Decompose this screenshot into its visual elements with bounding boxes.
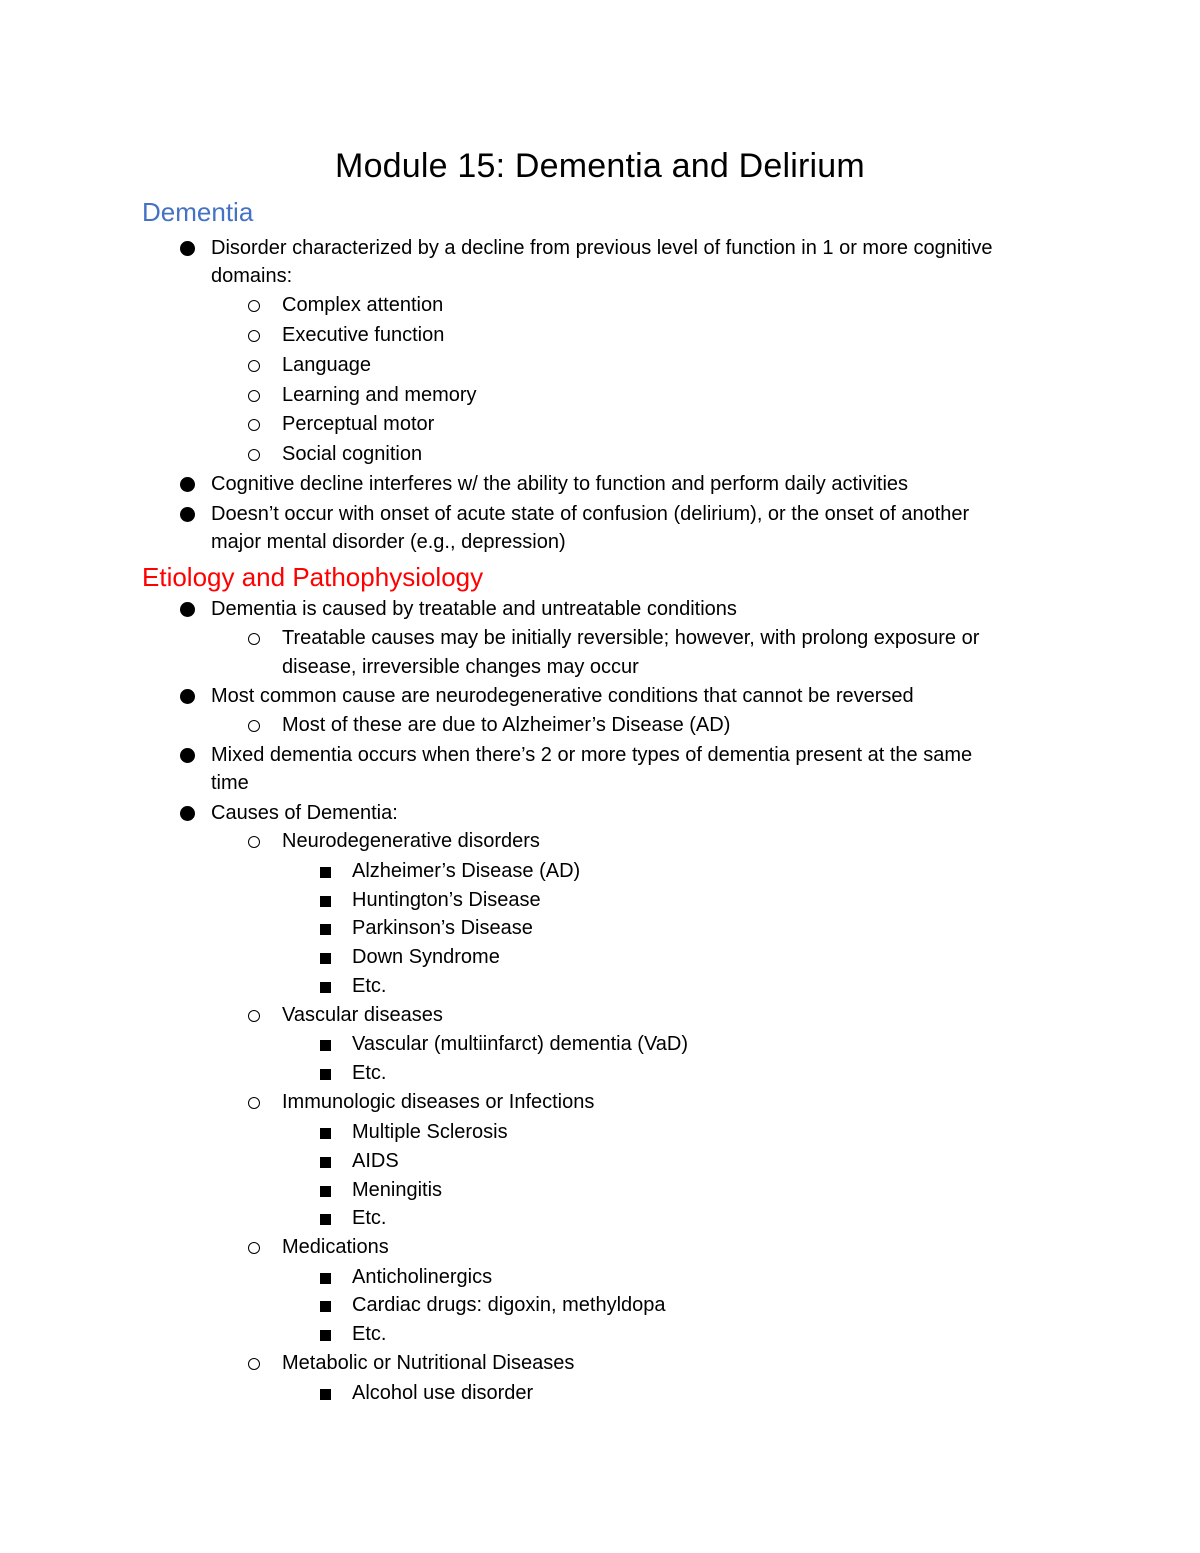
list-item-text: Vascular (multiinfarct) dementia (VaD) [352, 1033, 689, 1055]
list-item-text: Neurodegenerative disorders [282, 830, 540, 852]
list-item-text: Learning and memory [282, 384, 477, 406]
list-item-text: Alcohol use disorder [352, 1382, 534, 1404]
bullet-dot-icon [180, 602, 195, 617]
list-item-text: Etc. [352, 975, 387, 997]
list-item-text: Cognitive decline interferes w/ the ability to function and perform daily activities [211, 473, 909, 495]
list-item-text: Executive function [282, 324, 445, 346]
bullet-square-icon [320, 982, 331, 993]
bullet-dot-icon [180, 241, 195, 256]
bullet-circle-icon [248, 1358, 260, 1370]
section-heading: Dementia [142, 197, 254, 227]
list-item-text: Medications [282, 1236, 389, 1258]
bullet-dot-icon [180, 748, 195, 763]
list-item-text: Huntington’s Disease [352, 889, 541, 911]
bullet-dot-icon [180, 507, 195, 522]
bullet-circle-icon [248, 633, 260, 645]
bullet-square-icon [320, 867, 331, 878]
list-item-text: Disorder characterized by a decline from previous level of function in 1 or more cognitive [211, 237, 993, 259]
list-item-text: Doesn’t occur with onset of acute state of confusion (delirium), or the onset of another [211, 503, 970, 525]
list-item-text: Language [282, 354, 371, 376]
bullet-square-icon [320, 1157, 331, 1168]
list-item-text: Etc. [352, 1207, 387, 1229]
section-heading: Etiology and Pathophysiology [142, 562, 484, 592]
bullet-circle-icon [248, 330, 260, 342]
list-item-text: Causes of Dementia: [211, 802, 398, 824]
bullet-dot-icon [180, 477, 195, 492]
bullet-square-icon [320, 1040, 331, 1051]
bullet-circle-icon [248, 390, 260, 402]
bullet-circle-icon [248, 360, 260, 372]
list-item-text: Most of these are due to Alzheimer’s Disease (AD) [282, 714, 731, 736]
list-item-text: domains: [211, 265, 293, 287]
bullet-circle-icon [248, 300, 260, 312]
list-item-text: disease, irreversible changes may occur [282, 656, 639, 678]
list-item-text: AIDS [352, 1150, 399, 1172]
bullet-square-icon [320, 953, 331, 964]
list-item-text: Social cognition [282, 443, 423, 465]
bullet-circle-icon [248, 449, 260, 461]
list-item-text: Most common cause are neurodegenerative conditions that cannot be reversed [211, 685, 914, 707]
bullet-circle-icon [248, 836, 260, 848]
bullet-square-icon [320, 1069, 331, 1080]
list-item-text: Treatable causes may be initially reversible; however, with prolong exposure or [282, 627, 980, 649]
bullet-square-icon [320, 1214, 331, 1225]
bullet-circle-icon [248, 1010, 260, 1022]
list-item-text: Parkinson’s Disease [352, 917, 533, 939]
list-item-text: major mental disorder (e.g., depression) [211, 531, 566, 553]
list-item-text: time [211, 772, 249, 794]
bullet-circle-icon [248, 419, 260, 431]
list-item-text: Immunologic diseases or Infections [282, 1091, 595, 1113]
list-item-text: Metabolic or Nutritional Diseases [282, 1352, 575, 1374]
bullet-circle-icon [248, 1097, 260, 1109]
bullet-circle-icon [248, 1242, 260, 1254]
bullet-square-icon [320, 1301, 331, 1312]
list-item-text: Complex attention [282, 294, 444, 316]
list-item-text: Alzheimer’s Disease (AD) [352, 860, 581, 882]
bullet-square-icon [320, 1389, 331, 1400]
list-item-text: Perceptual motor [282, 413, 435, 435]
bullet-square-icon [320, 896, 331, 907]
list-item-text: Mixed dementia occurs when there’s 2 or more types of dementia present at the same [211, 744, 973, 766]
bullet-square-icon [320, 1186, 331, 1197]
list-item-text: Etc. [352, 1323, 387, 1345]
bullet-dot-icon [180, 689, 195, 704]
page-title: Module 15: Dementia and Delirium [335, 147, 865, 185]
list-item-text: Dementia is caused by treatable and untreatable conditions [211, 598, 737, 620]
bullet-dot-icon [180, 806, 195, 821]
list-item-text: Etc. [352, 1062, 387, 1084]
list-item-text: Vascular diseases [282, 1004, 443, 1026]
bullet-circle-icon [248, 720, 260, 732]
list-item-text: Down Syndrome [352, 946, 500, 968]
list-item-text: Meningitis [352, 1179, 443, 1201]
list-item-text: Cardiac drugs: digoxin, methyldopa [352, 1294, 666, 1316]
list-item-text: Multiple Sclerosis [352, 1121, 508, 1143]
bullet-square-icon [320, 1128, 331, 1139]
bullet-square-icon [320, 1273, 331, 1284]
bullet-square-icon [320, 924, 331, 935]
bullet-square-icon [320, 1330, 331, 1341]
list-item-text: Anticholinergics [352, 1266, 493, 1288]
